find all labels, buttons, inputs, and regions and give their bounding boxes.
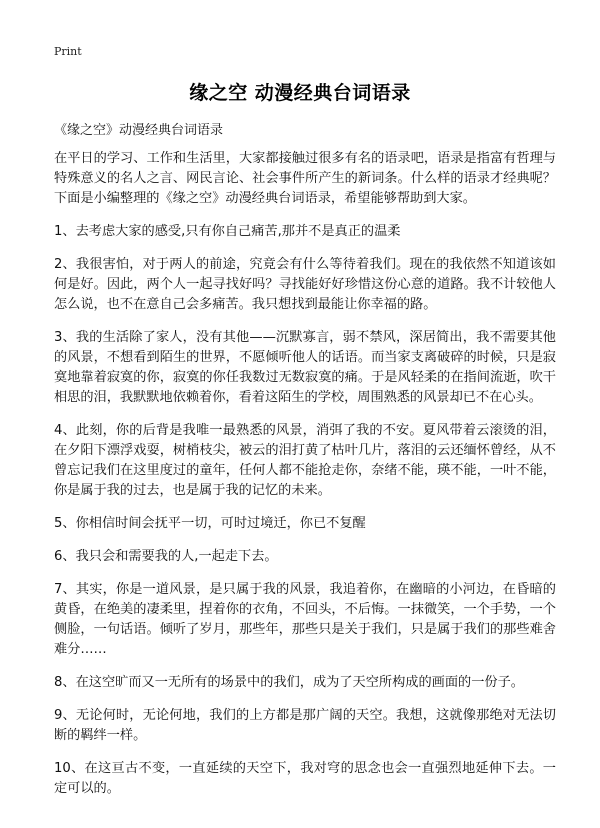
quote-8: 8、在这空旷而又一无所有的场景中的我们，成为了天空所构成的画面的一份子。 <box>54 675 524 690</box>
article-body <box>54 149 556 812</box>
page-title: 缘之空 动漫经典台词语录 <box>189 82 411 104</box>
page-subtitle: 《缘之空》动漫经典台词语录 <box>54 123 224 138</box>
quote-1: 1、去考虑大家的感受,只有你自己痛苦,那并不是真正的温柔 <box>54 224 401 239</box>
quote-10: 10、在这亘古不变，一直延续的天空下，我对穹的思念也会一直强烈地延伸下去。一定可以的。 <box>54 761 556 796</box>
print-label: Print <box>54 45 82 58</box>
quote-6: 6、我只会和需要我的人,一起走下去。 <box>54 549 278 564</box>
quote-4: 4、此刻，你的后背是我唯一最熟悉的风景，消弭了我的不安。夏风带着云滚烫的泪，在夕阳下漂浮戏耍，树梢枝尖，被云的泪打黄了枯叶几片，落泪的云还缅怀曾经，从不曾忘记我们在这里度过的童年，任何人都不能抢走你，奈绪不能，瑛不能，一叶不能，你是属于我的过去，也是属于我的记忆的未来。 <box>54 423 556 498</box>
intro-paragraph: 在平日的学习、工作和生活里，大家都接触过很多有名的语录吧，语录是指富有哲理与特殊意义的名人之言、网民言论、社会事件所产生的新词条。什么样的语录才经典呢？下面是小编整理的《缘之空》动漫经典台词语录，希望能够帮助到大家。 <box>54 151 556 206</box>
quote-9: 9、无论何时，无论何地，我们的上方都是那广阔的天空。我想，这就像那绝对无法切断的羁绊一样。 <box>54 708 556 743</box>
quote-7: 7、其实，你是一道风景，是只属于我的风景，我追着你，在幽暗的小河边，在昏暗的黄昏，在绝美的凄柔里，捏着你的衣角，不回头，不后悔。一抹微笑，一个手势，一个侧脸，一句话语。倾听了岁月，那些年，那些只是关于我们，只是属于我们的那些难舍难分…… <box>54 582 556 657</box>
quote-3: 3、我的生活除了家人，没有其他——沉默寡言，弱不禁风，深居简出，我不需要其他的风景，不想看到陌生的世界，不愿倾听他人的话语。而当家支离破碎的时候，只是寂寞地靠着寂寞的你，寂寞的你任我数过无数寂寞的痛。于是风轻柔的在指间流逝，吹干相思的泪，我默默地依赖着你，看着这陌生的学校，周围熟悉的风景却已不在心头。 <box>54 330 556 405</box>
quote-2: 2、我很害怕，对于两人的前途，究竟会有什么等待着我们。现在的我依然不知道该如何是好。因此，两个人一起寻找好吗？寻找能好好珍惜这份心意的道路。我不计较他人怎么说，也不在意自己会多痛苦。我只想找到最能让你幸福的路。 <box>54 257 556 312</box>
quote-5: 5、你相信时间会抚平一切，可时过境迁，你已不复醒 <box>54 516 366 531</box>
